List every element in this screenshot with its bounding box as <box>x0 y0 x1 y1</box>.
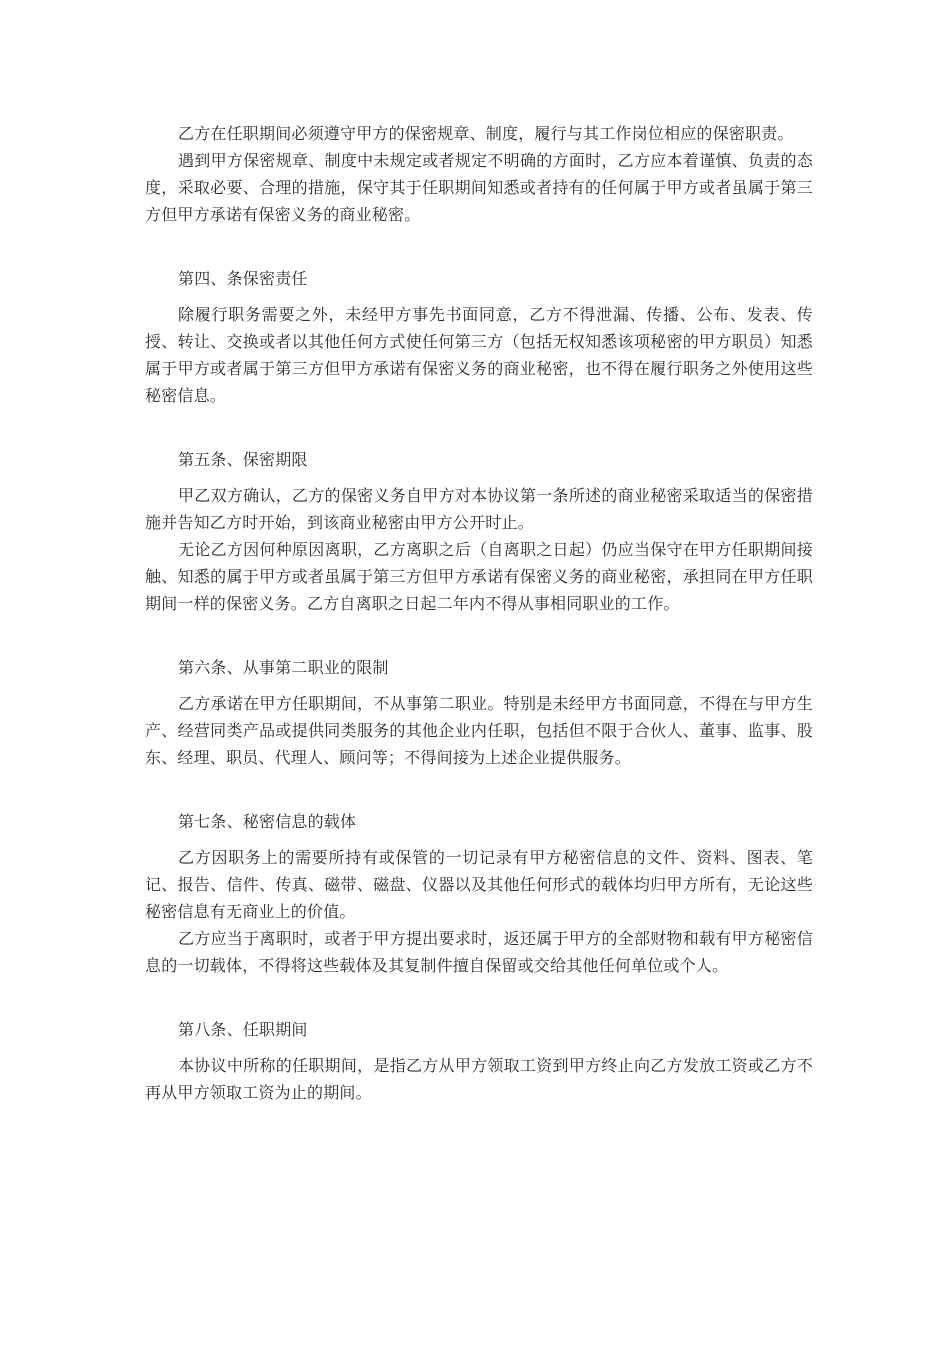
section-heading-6: 第六条、从事第二职业的限制 <box>178 658 389 677</box>
section-heading-5: 第五条、保密期限 <box>178 450 308 469</box>
section-8-paragraph-1: 本协议中所称的任职期间，是指乙方从甲方领取工资到甲方终止向乙方发放工资或乙方不再从甲方领取工资为止的期间。 <box>145 1056 813 1102</box>
section-heading-8: 第八条、任职期间 <box>178 1020 308 1039</box>
section-heading-4: 第四、条保密责任 <box>178 269 308 288</box>
section-7-paragraph-1: 乙方因职务上的需要所持有或保管的一切记录有甲方秘密信息的文件、资料、图表、笔记、报告、信件、传真、磁带、磁盘、仪器以及其他任何形式的载体均归甲方所有，无论这些秘密信息有无商业上的价值。 <box>145 848 813 921</box>
intro-paragraph-1: 乙方在任职期间必须遵守甲方的保密规章、制度，履行与其工作岗位相应的保密职责。 <box>178 124 794 143</box>
document-page <box>145 120 813 1106</box>
section-heading-7: 第七条、秘密信息的载体 <box>178 812 357 831</box>
section-5-paragraph-2: 无论乙方因何种原因离职，乙方离职之后（自离职之日起）仍应当保守在甲方任职期间接触、知悉的属于甲方或者虽属于第三方但甲方承诺有保密义务的商业秘密，承担同在甲方任职期间一样的保密义务。乙方自离职之日起二年内不得从事相同职业的工作。 <box>145 540 813 613</box>
section-6-paragraph-1: 乙方承诺在甲方任职期间，不从事第二职业。特别是未经甲方书面同意，不得在与甲方生产、经营同类产品或提供同类服务的其他企业内任职，包括但不限于合伙人、董事、监事、股东、经理、职员、代理人、顾问等；不得间接为上述企业提供服务。 <box>145 694 813 767</box>
intro-paragraph-2: 遇到甲方保密规章、制度中未规定或者规定不明确的方面时，乙方应本着谨慎、负责的态度，采取必要、合理的措施，保守其于任职期间知悉或者持有的任何属于甲方或者虽属于第三方但甲方承诺有保密义务的商业秘密。 <box>145 151 813 224</box>
section-5-paragraph-1: 甲乙双方确认，乙方的保密义务自甲方对本协议第一条所述的商业秘密采取适当的保密措施并告知乙方时开始，到该商业秘密由甲方公开时止。 <box>145 486 813 532</box>
section-4-paragraph-1: 除履行职务需要之外，未经甲方事先书面同意，乙方不得泄漏、传播、公布、发表、传授、转让、交换或者以其他任何方式使任何第三方（包括无权知悉该项秘密的甲方职员）知悉属于甲方或者属于第三方但甲方承诺有保密义务的商业秘密，也不得在履行职务之外使用这些秘密信息。 <box>145 305 813 405</box>
section-7-paragraph-2: 乙方应当于离职时，或者于甲方提出要求时，返还属于甲方的全部财物和载有甲方秘密信息的一切载体，不得将这些载体及其复制件擅自保留或交给其他任何单位或个人。 <box>145 929 813 975</box>
